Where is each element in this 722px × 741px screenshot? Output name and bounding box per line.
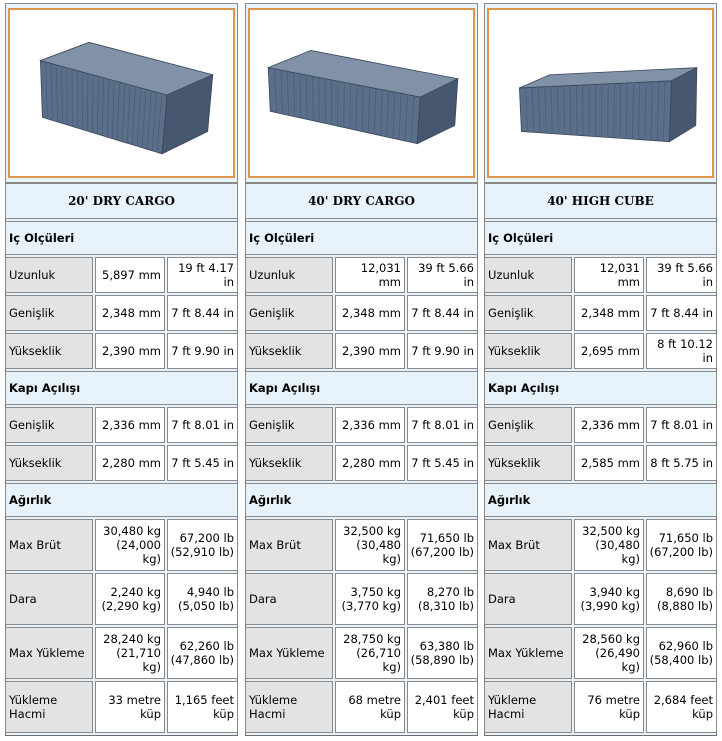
section-heading: Ağırlık [5, 483, 238, 517]
spec-row-label: Yükseklik [5, 333, 93, 369]
spec-imperial-value: 71,650 lb (67,200 lb) [407, 519, 478, 571]
section-heading: Kapı Açılışı [245, 371, 478, 405]
spec-row-label: Genişlik [484, 295, 572, 331]
spec-imperial-value: 7 ft 8.01 in [646, 407, 717, 443]
spec-imperial-value: 8 ft 10.12 in [646, 333, 717, 369]
spec-row-label: Yükseklik [484, 333, 572, 369]
spec-metric-value: 2,348 mm [574, 295, 644, 331]
section-heading: Ağırlık [484, 483, 717, 517]
spec-metric-value: 2,336 mm [335, 407, 405, 443]
spec-row-label: Max Brüt [484, 519, 572, 571]
spec-metric-value: 2,280 mm [95, 445, 165, 481]
spec-metric-value: 2,336 mm [574, 407, 644, 443]
section-heading: Kapı Açılışı [484, 371, 717, 405]
spec-imperial-value: 8,690 lb (8,880 lb) [646, 573, 717, 625]
spec-row-label: Genişlik [245, 295, 333, 331]
spec-metric-value: 12,031 mm [335, 257, 405, 293]
shipping-container-icon [489, 10, 712, 176]
spec-row-label: Max Brüt [5, 519, 93, 571]
spec-row-label: Uzunluk [245, 257, 333, 293]
spec-imperial-value: 7 ft 5.45 in [407, 445, 478, 481]
spec-imperial-value: 7 ft 8.44 in [646, 295, 717, 331]
spec-imperial-value: 39 ft 5.66 in [407, 257, 478, 293]
spec-imperial-value: 63,380 lb (58,890 lb) [407, 627, 478, 679]
spec-metric-value: 2,280 mm [335, 445, 405, 481]
spec-metric-value: 2,390 mm [335, 333, 405, 369]
spec-row-label: Dara [5, 573, 93, 625]
spec-row-label: Yükseklik [245, 445, 333, 481]
spec-metric-value: 3,750 kg (3,770 kg) [335, 573, 405, 625]
spec-row-label: Max Yükleme [5, 627, 93, 679]
section-heading: Iç Olçüleri [245, 221, 478, 255]
container-type-title: 40' HIGH CUBE [484, 183, 717, 219]
spec-metric-value: 68 metre küp [335, 681, 405, 733]
spec-row-label: Genişlik [245, 407, 333, 443]
spec-row-label: Uzunluk [484, 257, 572, 293]
section-heading: Iç Olçüleri [484, 221, 717, 255]
spec-metric-value: 2,585 mm [574, 445, 644, 481]
spec-metric-value: 2,695 mm [574, 333, 644, 369]
spec-row-label: Max Brüt [245, 519, 333, 571]
section-heading: Iç Olçüleri [5, 221, 238, 255]
spec-imperial-value: 7 ft 9.90 in [407, 333, 478, 369]
spec-metric-value: 28,560 kg (26,490 kg) [574, 627, 644, 679]
spec-row-label: Yükseklik [5, 445, 93, 481]
spec-imperial-value: 7 ft 8.44 in [167, 295, 238, 331]
spec-metric-value: 3,940 kg (3,990 kg) [574, 573, 644, 625]
spec-metric-value: 2,390 mm [95, 333, 165, 369]
section-heading: Kapı Açılışı [5, 371, 238, 405]
spec-imperial-value: 7 ft 8.44 in [407, 295, 478, 331]
spec-row-label: Uzunluk [5, 257, 93, 293]
spec-metric-value: 5,897 mm [95, 257, 165, 293]
section-heading: Ağırlık [245, 483, 478, 517]
shipping-container-icon [10, 10, 233, 176]
spec-row-label: Genişlik [5, 295, 93, 331]
spec-row-label: Dara [245, 573, 333, 625]
container-photo [245, 3, 478, 183]
spec-row-label: Genişlik [484, 407, 572, 443]
container-photo [484, 3, 717, 183]
container-image-frame [8, 8, 235, 178]
spec-metric-value: 2,348 mm [95, 295, 165, 331]
spec-imperial-value: 39 ft 5.66 in [646, 257, 717, 293]
spec-imperial-value: 2,684 feet küp [646, 681, 717, 733]
spec-row-label: Genişlik [5, 407, 93, 443]
spec-row-label: Yükleme Hacmi [245, 681, 333, 733]
spec-imperial-value: 62,960 lb (58,400 lb) [646, 627, 717, 679]
container-column-2 [245, 3, 478, 736]
spec-row-label: Yükleme Hacmi [484, 681, 572, 733]
container-photo [5, 3, 238, 183]
spec-metric-value: 32,500 kg (30,480 kg) [335, 519, 405, 571]
container-type-title: 20' DRY CARGO [5, 183, 238, 219]
spec-metric-value: 28,750 kg (26,710 kg) [335, 627, 405, 679]
spec-imperial-value: 71,650 lb (67,200 lb) [646, 519, 717, 571]
container-column-1 [5, 3, 238, 736]
spec-imperial-value: 2,401 feet küp [407, 681, 478, 733]
spec-row-label: Max Yükleme [245, 627, 333, 679]
spec-imperial-value: 19 ft 4.17 in [167, 257, 238, 293]
spec-row-label: Yükseklik [484, 445, 572, 481]
spec-imperial-value: 7 ft 8.01 in [407, 407, 478, 443]
spec-imperial-value: 7 ft 8.01 in [167, 407, 238, 443]
spec-imperial-value: 1,165 feet küp [167, 681, 238, 733]
container-type-title: 40' DRY CARGO [245, 183, 478, 219]
spec-imperial-value: 8 ft 5.75 in [646, 445, 717, 481]
spec-imperial-value: 67,200 lb (52,910 lb) [167, 519, 238, 571]
spec-metric-value: 2,240 kg (2,290 kg) [95, 573, 165, 625]
container-column-3 [484, 3, 717, 736]
spec-metric-value: 30,480 kg (24,000 kg) [95, 519, 165, 571]
container-image-frame [487, 8, 714, 178]
spec-metric-value: 2,348 mm [335, 295, 405, 331]
spec-row-label: Max Yükleme [484, 627, 572, 679]
spec-imperial-value: 7 ft 5.45 in [167, 445, 238, 481]
spec-metric-value: 33 metre küp [95, 681, 165, 733]
spec-metric-value: 28,240 kg (21,710 kg) [95, 627, 165, 679]
shipping-container-icon [250, 10, 473, 176]
spec-metric-value: 2,336 mm [95, 407, 165, 443]
spec-metric-value: 76 metre küp [574, 681, 644, 733]
spec-metric-value: 32,500 kg (30,480 kg) [574, 519, 644, 571]
spec-imperial-value: 4,940 lb (5,050 lb) [167, 573, 238, 625]
spec-row-label: Yükseklik [245, 333, 333, 369]
spec-metric-value: 12,031 mm [574, 257, 644, 293]
spec-imperial-value: 7 ft 9.90 in [167, 333, 238, 369]
spec-imperial-value: 62,260 lb (47,860 lb) [167, 627, 238, 679]
spec-imperial-value: 8,270 lb (8,310 lb) [407, 573, 478, 625]
spec-row-label: Yükleme Hacmi [5, 681, 93, 733]
spec-row-label: Dara [484, 573, 572, 625]
container-image-frame [248, 8, 475, 178]
